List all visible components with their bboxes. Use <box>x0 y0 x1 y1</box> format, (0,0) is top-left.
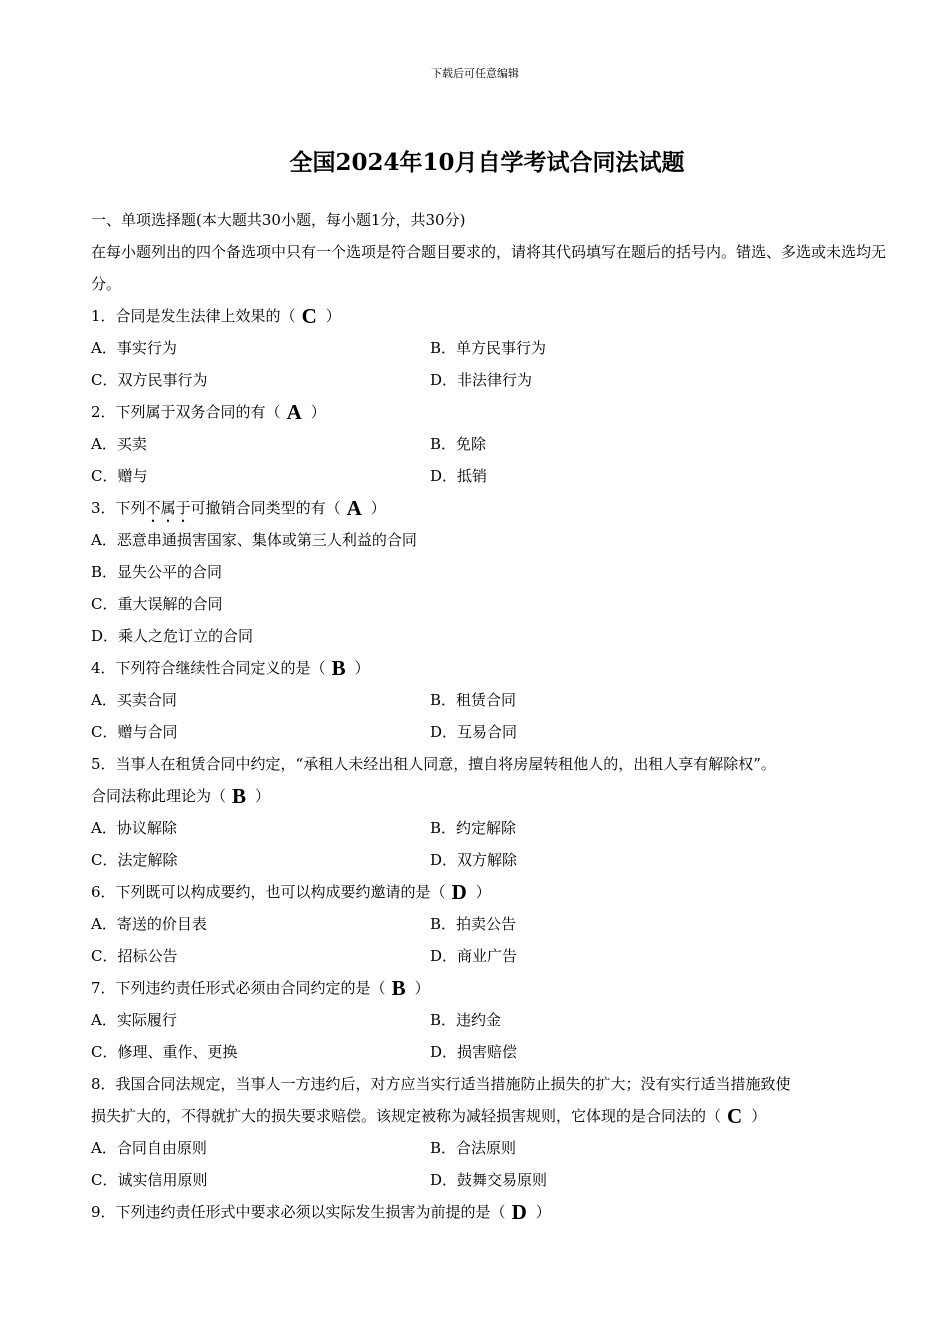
question-3 <box>91 492 891 524</box>
question-close: ） <box>255 787 271 805</box>
answer-letter: A <box>346 496 362 520</box>
option-d: D．乘人之危订立的合同 <box>91 627 254 645</box>
question-text: 当事人在租赁合同中约定，“承租人未经出租人同意，擅自将房屋转租他人的，出租人享有解除权”。 <box>115 755 776 773</box>
answer-letter: B <box>232 784 247 808</box>
answer-letter: C <box>727 1104 743 1128</box>
question-8-cont <box>91 1100 891 1132</box>
question-1 <box>91 300 891 332</box>
option-b: B．拍卖公告 <box>430 915 517 933</box>
exam-content <box>91 205 891 1228</box>
option-a: A．买卖合同 <box>91 691 177 709</box>
option-b: B．单方民事行为 <box>430 339 547 357</box>
question-close: ） <box>325 307 341 325</box>
options-row <box>91 364 891 396</box>
option-d: D．损害赔偿 <box>430 1043 518 1061</box>
options-row <box>91 332 891 364</box>
question-close: ） <box>475 883 491 901</box>
question-text: 下列违约责任形式必须由合同约定的是（ <box>115 979 386 997</box>
question-text: 下列 <box>115 499 146 517</box>
question-7 <box>91 972 891 1004</box>
option-b: B．约定解除 <box>430 819 517 837</box>
question-number: 2． <box>91 403 116 421</box>
option-a: A．寄送的价目表 <box>91 915 207 933</box>
option-b: B．租赁合同 <box>430 691 517 709</box>
question-close: ） <box>751 1107 767 1125</box>
question-number: 1． <box>91 307 116 325</box>
question-text: 下列属于双务合同的有（ <box>115 403 281 421</box>
option-b: B．显失公平的合同 <box>91 563 223 581</box>
option-c: C．诚实信用原则 <box>91 1171 208 1189</box>
options-row <box>91 844 891 876</box>
option-d: D．抵销 <box>430 467 488 485</box>
question-text: 可撤销合同类型的有（ <box>190 499 341 517</box>
question-text: 合同法称此理论为（ <box>91 787 227 805</box>
question-5 <box>91 748 891 780</box>
section-title: 一、单项选择题(本大题共30小题，每小题1分，共30分) <box>91 211 466 229</box>
emphasized-text: 不属于 <box>145 499 191 517</box>
question-8 <box>91 1068 891 1100</box>
question-number: 5． <box>91 755 116 773</box>
question-text: 下列违约责任形式中要求必须以实际发生损害为前提的是（ <box>115 1203 506 1221</box>
options-row <box>91 684 891 716</box>
question-close: ） <box>535 1203 551 1221</box>
question-number: 9． <box>91 1203 116 1221</box>
section-instruction: 在每小题列出的四个备选项中只有一个选项是符合题目要求的，请将其代码填写在题后的括号内。错选、多选或未选均无分。 <box>91 243 887 293</box>
options-row <box>91 908 891 940</box>
question-close: ） <box>310 403 326 421</box>
answer-letter: D <box>451 880 467 904</box>
option-c: C．赠与 <box>91 467 148 485</box>
options-row <box>91 1004 891 1036</box>
option-a: A．事实行为 <box>91 339 177 357</box>
question-4 <box>91 652 891 684</box>
option-d: D．商业广告 <box>430 947 518 965</box>
question-text: 下列符合继续性合同定义的是（ <box>115 659 326 677</box>
question-text: 下列既可以构成要约，也可以构成要约邀请的是（ <box>115 883 446 901</box>
option-a: A．恶意串通损害国家、集体或第三人利益的合同 <box>91 531 417 549</box>
question-close: ） <box>354 659 370 677</box>
answer-letter: C <box>301 304 317 328</box>
question-5-cont <box>91 780 891 812</box>
question-9 <box>91 1196 891 1228</box>
option-a: A．买卖 <box>91 435 147 453</box>
options-row <box>91 1164 891 1196</box>
option-b: B．免除 <box>430 435 487 453</box>
options-row <box>91 812 891 844</box>
option-c: C．赠与合同 <box>91 723 178 741</box>
answer-letter: B <box>391 976 406 1000</box>
option-c: C．重大误解的合同 <box>91 595 223 613</box>
page-header: 下载后可任意编辑 <box>431 67 519 80</box>
question-2 <box>91 396 891 428</box>
question-6 <box>91 876 891 908</box>
options-row <box>91 716 891 748</box>
option-c: C．修理、重作、更换 <box>91 1043 238 1061</box>
question-number: 6． <box>91 883 116 901</box>
question-text: 合同是发生法律上效果的（ <box>115 307 296 325</box>
option-a: A．协议解除 <box>91 819 177 837</box>
option-c: C．法定解除 <box>91 851 178 869</box>
page-title: 全国2024年10月自学考试合同法试题 <box>289 149 685 176</box>
option-d: D．非法律行为 <box>430 371 533 389</box>
question-text: 我国合同法规定，当事人一方违约后，对方应当实行适当措施防止损失的扩大；没有实行适当措施致使 <box>115 1075 791 1093</box>
question-number: 3． <box>91 499 116 517</box>
option-d: D．互易合同 <box>430 723 518 741</box>
question-number: 4． <box>91 659 116 677</box>
question-close: ） <box>414 979 430 997</box>
option-d: D．双方解除 <box>430 851 518 869</box>
answer-letter: D <box>511 1200 527 1224</box>
answer-letter: B <box>331 656 346 680</box>
option-c: C．双方民事行为 <box>91 371 208 389</box>
question-number: 8． <box>91 1075 116 1093</box>
options-row <box>91 460 891 492</box>
question-close: ） <box>370 499 386 517</box>
option-a: A．实际履行 <box>91 1011 177 1029</box>
options-row <box>91 428 891 460</box>
option-b: B．合法原则 <box>430 1139 517 1157</box>
question-text: 损失扩大的，不得就扩大的损失要求赔偿。该规定被称为减轻损害规则，它体现的是合同法的（ <box>91 1107 722 1125</box>
options-row <box>91 1132 891 1164</box>
option-d: D．鼓舞交易原则 <box>430 1171 548 1189</box>
options-row <box>91 940 891 972</box>
question-number: 7． <box>91 979 116 997</box>
option-a: A．合同自由原则 <box>91 1139 207 1157</box>
option-b: B．违约金 <box>430 1011 502 1029</box>
answer-letter: A <box>286 400 302 424</box>
options-row <box>91 1036 891 1068</box>
option-c: C．招标公告 <box>91 947 178 965</box>
